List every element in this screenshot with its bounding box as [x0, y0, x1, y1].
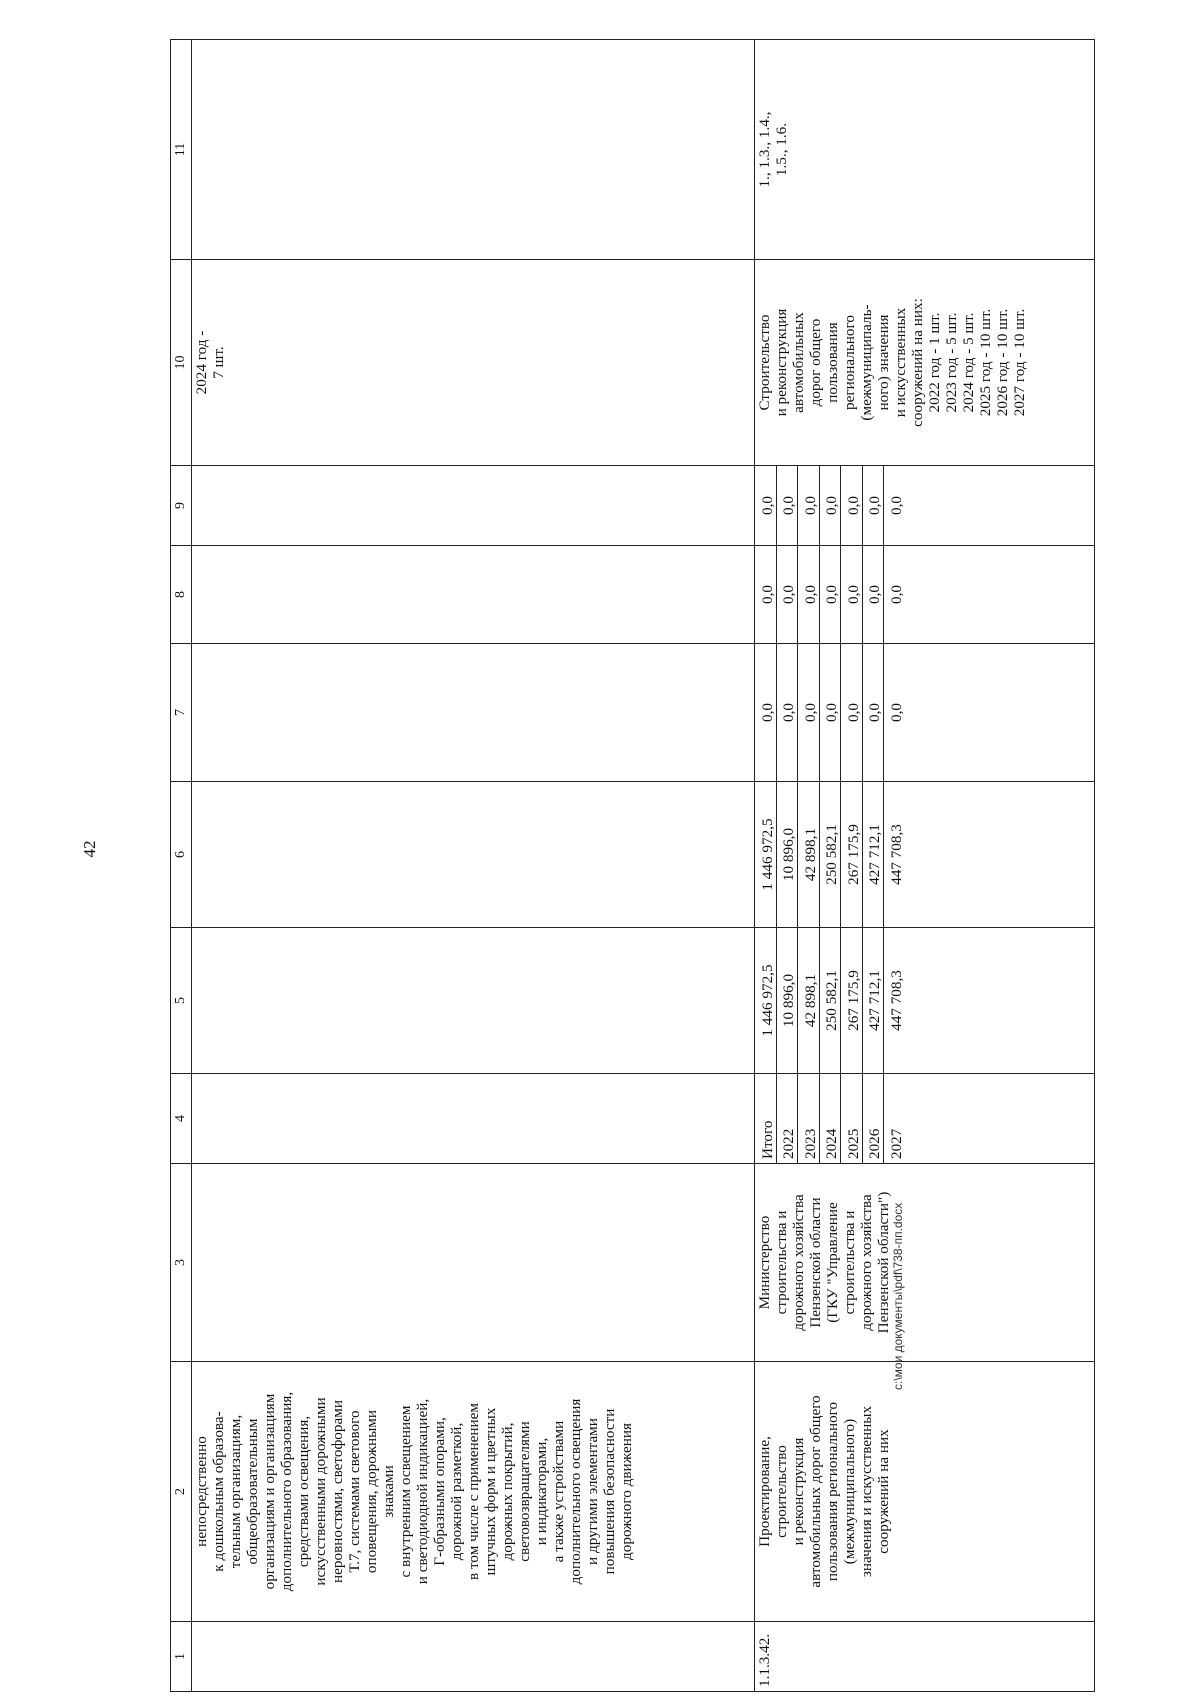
funding-value: 0,0	[862, 644, 884, 781]
column-number: 2	[171, 1362, 192, 1622]
funding-value: 0,0	[819, 644, 841, 781]
funding-value: 0,0	[862, 466, 884, 545]
funding-values-col9	[755, 466, 905, 545]
column-number: 1	[171, 1622, 192, 1692]
continuation-empty-cell	[192, 466, 755, 546]
funding-value: 0,0	[841, 644, 863, 781]
total-funding-values	[755, 928, 905, 1073]
continuation-empty-cell	[192, 546, 755, 644]
measure-row-1-1-3-42	[755, 40, 1095, 1692]
column-number: 7	[171, 644, 192, 782]
regional-funding-cell	[755, 782, 1095, 928]
continuation-empty-cell	[192, 644, 755, 782]
funding-values-col8	[755, 546, 905, 643]
funding-value: 447 708,3	[887, 970, 905, 1031]
column-number: 11	[171, 40, 192, 260]
column-number: 6	[171, 782, 192, 928]
funding-value: 0,0	[776, 466, 798, 545]
continuation-empty-cell	[192, 1074, 755, 1164]
funding-value: 267 175,9	[841, 928, 863, 1073]
funding-value: 0,0	[776, 644, 798, 781]
funding-value: 0,0	[862, 546, 884, 643]
column-number: 5	[171, 928, 192, 1074]
column-number-header-row	[171, 40, 192, 1692]
regional-funding-values	[755, 782, 905, 927]
continuation-result-text: 2024 год - 7 шт.	[192, 260, 755, 466]
continuation-empty-cell	[192, 928, 755, 1074]
funding-cell-col8	[755, 546, 1095, 644]
column-number: 9	[171, 466, 192, 546]
funding-value: 427 712,1	[862, 928, 884, 1073]
funding-value: 0,0	[887, 585, 905, 604]
funding-value: 0,0	[819, 546, 841, 643]
expected-result: Строительство и реконструкция автомобильных дорог общего пользования регионального (межмуниципаль- ного) значения и искусственных сооружений на них: 2022 год - 1 шт. 2023 год - 5 шт. 2024 год - 5 шт. 2025 год - 10 шт. 2026 год - 10 шт. 2027 год - 10 шт.	[755, 260, 1095, 466]
funding-values-col7	[755, 644, 905, 781]
funding-value: 0,0	[776, 546, 798, 643]
column-number: 3	[171, 1164, 192, 1362]
funding-value: 0,0	[755, 466, 776, 545]
year-label: 2024	[819, 1074, 841, 1163]
year-label: Итого	[755, 1074, 776, 1163]
funding-value: 0,0	[841, 466, 863, 545]
year-list-cell	[755, 1074, 1095, 1164]
program-measures-table	[170, 39, 1095, 1692]
continuation-number-cell	[192, 1622, 755, 1692]
year-label: 2026	[862, 1074, 884, 1163]
funding-value: 0,0	[841, 546, 863, 643]
year-list	[755, 1074, 905, 1163]
continuation-measure-text: непосредственно к дошкольным образова- тельным организациям, общеобразовательным организациям и организациям дополнительного образования, средствами освещения, искусственными дорожными неровностями, светофорами Т.7, системами светового оповещения, дорожными знаками с внутренним освещением и светодиодной индикацией, Г-образными опорами, дорожной разметкой, в том числе с применением штучных форм и цветных дорожных покрытий, световозвращателями и индикаторами, а также устройствами дополнительного освещения и другими элементами повышения безопасности дорожного движения	[192, 1362, 755, 1622]
rotated-table-container	[170, 40, 1095, 1692]
measure-number: 1.1.3.42.	[755, 1622, 1095, 1692]
funding-value: 250 582,1	[819, 782, 841, 927]
funding-value: 0,0	[798, 546, 820, 643]
footer-file-path: c:\мои документы\pdf\738-пп.docx	[891, 1202, 905, 1390]
funding-value: 42 898,1	[798, 928, 820, 1073]
continuation-executor-cell	[192, 1164, 755, 1362]
year-label: 2027	[887, 1128, 905, 1159]
continuation-row	[192, 40, 755, 1692]
measure-description: Проектирование, строительство и реконструкция автомобильных дорог общего пользования регионального (межмуниципального) значения и искусственных сооружений на них	[755, 1362, 1095, 1622]
funding-value: 10 896,0	[776, 928, 798, 1073]
column-number: 8	[171, 546, 192, 644]
funding-cell-col9	[755, 466, 1095, 546]
funding-value: 250 582,1	[819, 928, 841, 1073]
target-indicator-refs: 1., 1.3., 1.4., 1.5., 1.6.	[755, 40, 1095, 260]
year-label: 2022	[776, 1074, 798, 1163]
funding-value: 0,0	[887, 496, 905, 515]
continuation-empty-cell	[192, 782, 755, 928]
year-label: 2023	[798, 1074, 820, 1163]
column-number: 4	[171, 1074, 192, 1164]
funding-value: 1 446 972,5	[755, 782, 776, 927]
funding-value: 1 446 972,5	[755, 928, 776, 1073]
funding-value: 0,0	[887, 703, 905, 722]
rotated-table-stage	[170, 40, 1097, 1696]
funding-value: 0,0	[798, 466, 820, 545]
funding-value: 0,0	[755, 546, 776, 643]
measure-executor: Министерство строительства и дорожного хозяйства Пензенской области (ГКУ "Управление строительства и дорожного хозяйства Пензенской области")	[755, 1164, 1095, 1362]
page-number: 42	[80, 840, 99, 858]
total-funding-cell	[755, 928, 1095, 1074]
funding-cell-col7	[755, 644, 1095, 782]
column-number: 10	[171, 260, 192, 466]
funding-value: 0,0	[755, 644, 776, 781]
continuation-indicator-cell	[192, 40, 755, 260]
funding-value: 0,0	[798, 644, 820, 781]
funding-value: 10 896,0	[776, 782, 798, 927]
funding-value: 267 175,9	[841, 782, 863, 927]
year-label: 2025	[841, 1074, 863, 1163]
funding-value: 447 708,3	[887, 824, 905, 885]
funding-value: 42 898,1	[798, 782, 820, 927]
funding-value: 427 712,1	[862, 782, 884, 927]
funding-value: 0,0	[819, 466, 841, 545]
